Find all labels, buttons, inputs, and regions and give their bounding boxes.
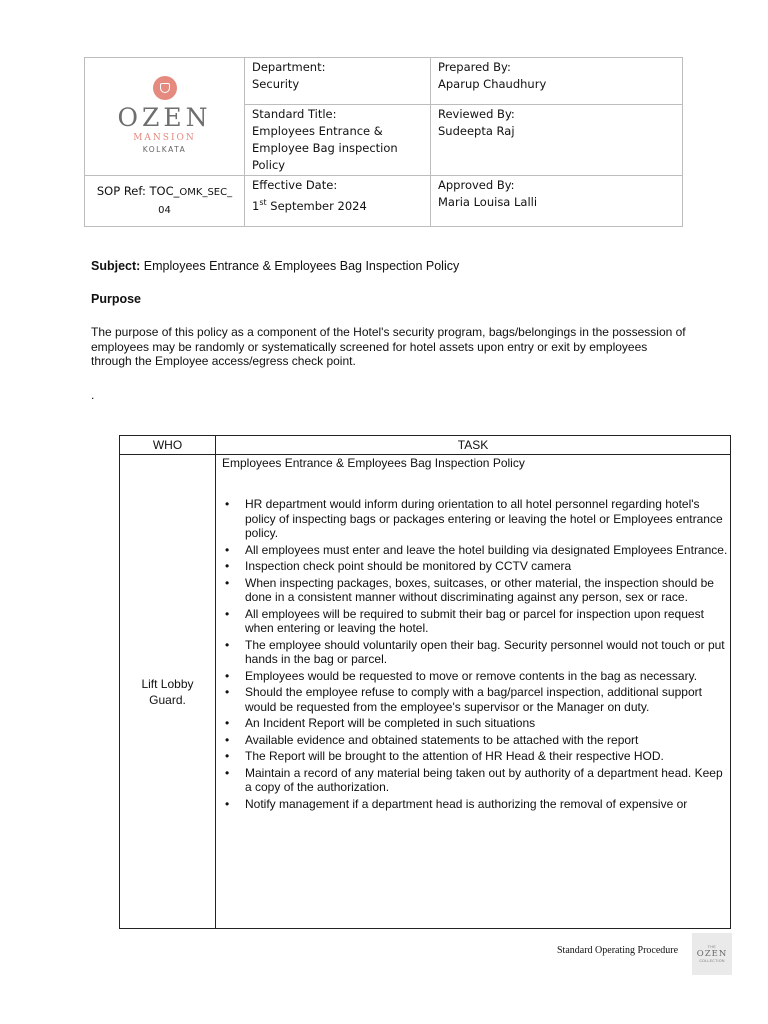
department-label: Department: bbox=[252, 60, 326, 74]
logo-cell bbox=[85, 58, 245, 176]
task-bullet-item: • Inspection check point should be monitored by CCTV camera bbox=[222, 559, 730, 574]
task-bullet-item: • The Report will be brought to the attention of HR Head & their respective HOD. bbox=[222, 749, 730, 764]
column-header-who: WHO bbox=[120, 436, 216, 455]
task-bullet-item: • Employees would be requested to move or remove contents in the bag as necessary. bbox=[222, 669, 730, 684]
footer-logo-bottom: COLLECTION bbox=[699, 959, 725, 963]
column-header-task: TASK bbox=[216, 436, 731, 455]
sop-ref-code: OMK_SEC_ bbox=[179, 187, 233, 198]
footer-logo-top: THE bbox=[707, 945, 717, 949]
reviewed-by-cell bbox=[431, 105, 683, 176]
purpose-heading: Purpose bbox=[91, 292, 142, 306]
task-bullet-item: • HR department would inform during orientation to all hotel personnel regarding hotel's policy of inspecting bags or packages entering or leaving the hotel or Employees entrance policy. bbox=[222, 497, 730, 541]
sop-ref-prefix: SOP Ref: TOC_ bbox=[96, 184, 180, 198]
logo-brand: OZEN bbox=[117, 103, 212, 132]
subject-label: Subject: bbox=[91, 259, 141, 273]
subject-line bbox=[91, 259, 459, 273]
subject-text: Employees Entrance & Employees Bag Inspection Policy bbox=[143, 259, 460, 273]
task-bullet-item: • All employees will be required to submit their bag or parcel for inspection upon request when entering or leaving the hotel. bbox=[222, 607, 730, 636]
document-header-table bbox=[84, 57, 683, 227]
logo-city: KOLKATA bbox=[142, 145, 187, 154]
approved-by-cell bbox=[431, 176, 683, 227]
effective-date-label: Effective Date: bbox=[252, 178, 338, 192]
who-task-table bbox=[119, 435, 731, 929]
standard-title-value: Employees Entrance & Employee Bag inspection Policy bbox=[252, 124, 398, 172]
task-bullet-item: • When inspecting packages, boxes, suitcases, or other material, the inspection should be done in a consistent manner without discriminating against any person, sex or race. bbox=[222, 576, 730, 605]
prepared-by-value: Aparup Chaudhury bbox=[438, 77, 547, 91]
effective-month-year: September 2024 bbox=[266, 198, 367, 213]
department-value: Security bbox=[252, 77, 300, 91]
task-bullet-item: • An Incident Report will be completed in such situations bbox=[222, 716, 730, 731]
effective-date-value bbox=[252, 194, 423, 215]
reviewed-by-value: Sudeepta Raj bbox=[438, 124, 515, 138]
task-bullet-list bbox=[222, 497, 730, 811]
footer-label: Standard Operating Procedure bbox=[557, 945, 679, 956]
task-bullet-item: • All employees must enter and leave the hotel building via designated Employees Entrance. bbox=[222, 543, 730, 558]
task-bullet-item: • Should the employee refuse to comply with a bag/parcel inspection, additional support would be requested from the employee's supervisor or the Manager on duty. bbox=[222, 685, 730, 714]
footer-ozen-collection-logo bbox=[692, 933, 732, 975]
standard-title-label: Standard Title: bbox=[252, 107, 337, 121]
task-bullet-item: • Available evidence and obtained statements to be attached with the report bbox=[222, 733, 730, 748]
prepared-by-cell bbox=[431, 58, 683, 105]
task-bullet-item: • Notify management if a department head is authorizing the removal of expensive or bbox=[222, 797, 730, 812]
task-cell bbox=[216, 455, 731, 929]
sop-ref-number: 04 bbox=[158, 205, 171, 216]
effective-day-suffix: st bbox=[259, 198, 267, 207]
footer-logo-brand: OZEN bbox=[696, 949, 728, 959]
crest-icon bbox=[153, 76, 177, 100]
stray-period: . bbox=[91, 388, 95, 402]
approved-by-value: Maria Louisa Lalli bbox=[438, 195, 538, 209]
purpose-paragraph: The purpose of this policy as a component of the Hotel's security program, bags/belongings in the possession of employees may be randomly or systematically screened for hotel assets upon entry or exit by employees through the Employee access/egress check point. bbox=[91, 325, 686, 368]
approved-by-label: Approved By: bbox=[438, 178, 515, 192]
standard-title-cell bbox=[245, 105, 431, 176]
effective-date-cell bbox=[245, 176, 431, 227]
department-cell bbox=[245, 58, 431, 105]
task-bullet-item: • The employee should voluntarily open their bag. Security personnel would not touch or put hands in the bag or parcel. bbox=[222, 638, 730, 667]
who-cell: Lift Lobby Guard. bbox=[120, 455, 216, 929]
task-title: Employees Entrance & Employees Bag Inspection Policy bbox=[222, 456, 525, 470]
ozen-mansion-logo bbox=[110, 76, 220, 155]
reviewed-by-label: Reviewed By: bbox=[438, 107, 515, 121]
sop-ref-cell bbox=[85, 176, 245, 227]
logo-sub: MANSION bbox=[133, 133, 196, 143]
effective-day: 1 bbox=[252, 198, 260, 213]
task-bullet-item: • Maintain a record of any material being taken out by authority of a department head. Keep a copy of the authorization. bbox=[222, 766, 730, 795]
prepared-by-label: Prepared By: bbox=[438, 60, 511, 74]
